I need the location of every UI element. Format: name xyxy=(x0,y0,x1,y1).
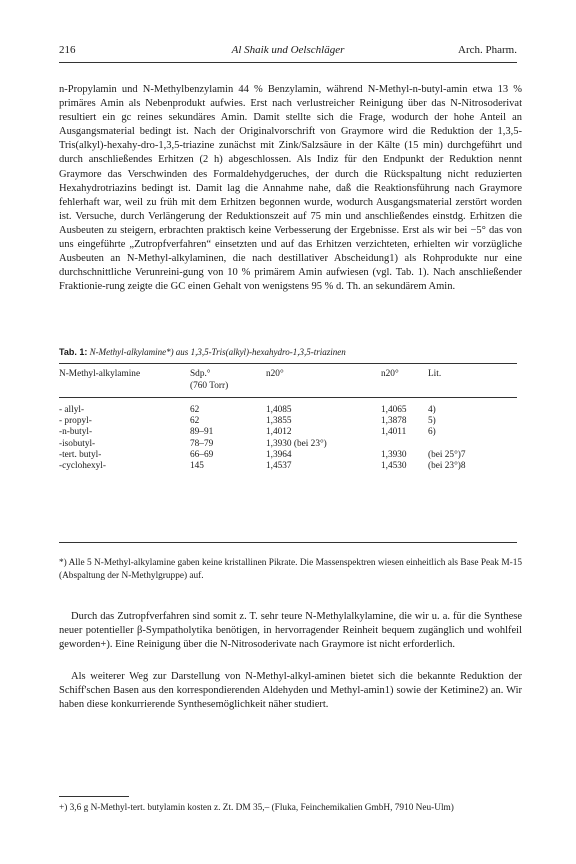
header-rule xyxy=(59,62,517,63)
page-header xyxy=(59,44,517,60)
cell-refr-lit: 1,3878 xyxy=(381,416,407,427)
cell-lit: 4) xyxy=(428,405,436,415)
cell-refr-found: 1,3964 xyxy=(266,449,292,460)
journal-name: Arch. Pharm. xyxy=(458,44,517,56)
cell-amine: -cyclohexyl- xyxy=(59,461,106,472)
col-subheader-pressure: (760 Torr) xyxy=(190,381,229,391)
table-row xyxy=(59,427,522,438)
cell-refr-lit: 1,4530 xyxy=(381,461,407,472)
cell-refr-lit: 1,4011 xyxy=(381,427,407,438)
cell-bp: 89–91 xyxy=(190,427,214,438)
table-caption xyxy=(59,347,346,357)
cell-bp: 62 xyxy=(190,405,200,415)
running-authors: Al Shaik und Oelschläger xyxy=(231,44,345,56)
cell-lit xyxy=(428,439,522,450)
data-table xyxy=(59,405,522,472)
cell-lit: 6) xyxy=(428,427,436,438)
cell-refr-found: 1,3930 (bei 23°) xyxy=(266,438,327,449)
cell-lit: (bei 23°)8 xyxy=(428,461,466,472)
cell-lit: 5) xyxy=(428,416,436,427)
cell-bp: 145 xyxy=(190,461,204,472)
paragraph-3: Als weiterer Weg zur Darstellung von N-Methyl-alkyl-aminen bietet sich die bekannte Reduktion der Schiff'schen Basen aus den korrespondierenden Aldehyden und Methyl-amin1) sowie der Ketimine2) an. Wir haben diese konkurrierende Synthesemöglichkeit näher studiert. xyxy=(59,671,522,711)
cell-refr-lit: 1,3930 xyxy=(381,449,407,460)
cell-amine: - propyl- xyxy=(59,416,92,427)
cell-amine: -n-butyl- xyxy=(59,427,93,438)
table-row xyxy=(59,416,522,427)
cell-refr-found: 1,4085 xyxy=(266,405,292,415)
footnote-separator xyxy=(59,796,129,797)
cell-refr-found: 1,4012 xyxy=(266,427,292,438)
col-header-refr-lit: n20° xyxy=(381,369,399,379)
cell-lit: (bei 25°)7 xyxy=(428,449,466,460)
cell-refr-lit xyxy=(381,439,428,450)
table-top-rule xyxy=(59,363,517,364)
paragraph-1: n-Propylamin und N-Methylbenzylamin 44 % Benzylamin, während N-Methyl-n-butyl-amin etwa 13 % primäres Amin als Nebenprodukt aufwies. Erst nach verlustreicher Reinigung über das N-Nitrosoderivat resultiert ein gc reines sekundäres Amin. Damit stellte sich die Frage, wodurch der hohe Anteil an Ausgangsmaterial bedingt ist. Nach der Originalvorschrift von Graymore wird die Reduktion der 1,3,5-Tris(alkyl)-hexahy-dro-1,3,5-triazine zunächst mit Zink/Salzsäure in der Kälte (15 min) durchgeführt und durch anschließendes Erhitzen (2 h) abgeschlossen. Als Indiz für den Endpunkt der Reduktion nennt Graymore das Verschwinden des Formaldehydgeruches, der durch die Rückspaltung nicht reduzierten Hexahydrotriazins bedingt ist. Damit lag die Annahme nahe, daß die Reaktionsführung nach Graymore fehlerhaft war, weil zu früh mit dem Erhitzen begonnen wurde, wodurch Ausgangsmaterial zerstört worden ist. Versuche, durch Verlängerung der Reduktionszeit auf 75 min und anschließendes einstdg. Erhitzen die Ausbeuten zu steigern, erbrachten praktisch keine Verbesserung der Ergebnisse. Erst als wir bei −5° das von uns eingeführte „Zutropfverfahren“ einsetzten und auf das Erhitzen verzichteten, erhielten wir vorzügliche Ausbeuten an N-Methyl-alkylaminen, die nach destillativer Abscheidung1) als Rohprodukte nur eine durchschnittliche Verunreini-gung von 10 % primärem Amin aufwiesen (vgl. Tab. 1). Nach anschließender Fraktionie-rung zeigte die GC einen Gehalt von wenigstens 95 % d. Th. an sekundärem Amin. xyxy=(59,84,522,293)
cell-refr-found: 1,4537 xyxy=(266,461,292,472)
cell-refr-found: 1,3855 xyxy=(266,416,292,427)
table-caption-text: N-Methyl-alkylamine*) aus 1,3,5-Tris(alkyl)-hexahydro-1,3,5-triazinen xyxy=(89,347,346,357)
table-caption-label: Tab. 1: xyxy=(59,347,88,357)
table-header-rule xyxy=(59,397,517,398)
table-footnote: *) Alle 5 N-Methyl-alkylamine gaben keine kristallinen Pikrate. Die Massenspektren wiesen einheitlich als Base Peak M-15 (Abspaltung der N-Methylgruppe) auf. xyxy=(59,558,522,581)
cell-bp: 78–79 xyxy=(190,438,214,449)
cell-bp: 66–69 xyxy=(190,449,214,460)
col-header-bp: Sdp.° xyxy=(190,369,211,379)
table-row xyxy=(59,450,522,461)
table-row xyxy=(59,439,522,450)
cell-amine: - allyl- xyxy=(59,405,85,415)
table-row xyxy=(59,461,522,472)
cell-bp: 62 xyxy=(190,416,200,427)
page-number: 216 xyxy=(59,44,76,56)
cell-refr-lit: 1,4065 xyxy=(381,405,407,415)
paragraph-2: Durch das Zutropfverfahren sind somit z. T. sehr teure N-Methylalkylamine, die wir u. a. für die Synthese neuer potentieller β-Sympatholytika benötigen, in hervorragender Reinheit bequem zugänglich und wohlfeil geworden+). Eine Reinigung über die N-Nitrosoderivate nach Graymore ist nicht erforderlich. xyxy=(59,611,522,651)
cell-amine: -tert. butyl- xyxy=(59,449,102,460)
cell-amine: -isobutyl- xyxy=(59,438,96,449)
col-header-amine: N-Methyl-alkylamine xyxy=(59,369,141,379)
table-bottom-rule xyxy=(59,542,517,543)
table-row xyxy=(59,405,522,416)
page-footnote: +) 3,6 g N-Methyl-tert. butylamin kosten z. Zt. DM 35,– (Fluka, Feinchemikalien GmbH, 7910 Neu-Ulm) xyxy=(59,803,454,813)
col-header-refr-found: n20° xyxy=(266,369,284,379)
col-header-lit: Lit. xyxy=(428,369,442,379)
